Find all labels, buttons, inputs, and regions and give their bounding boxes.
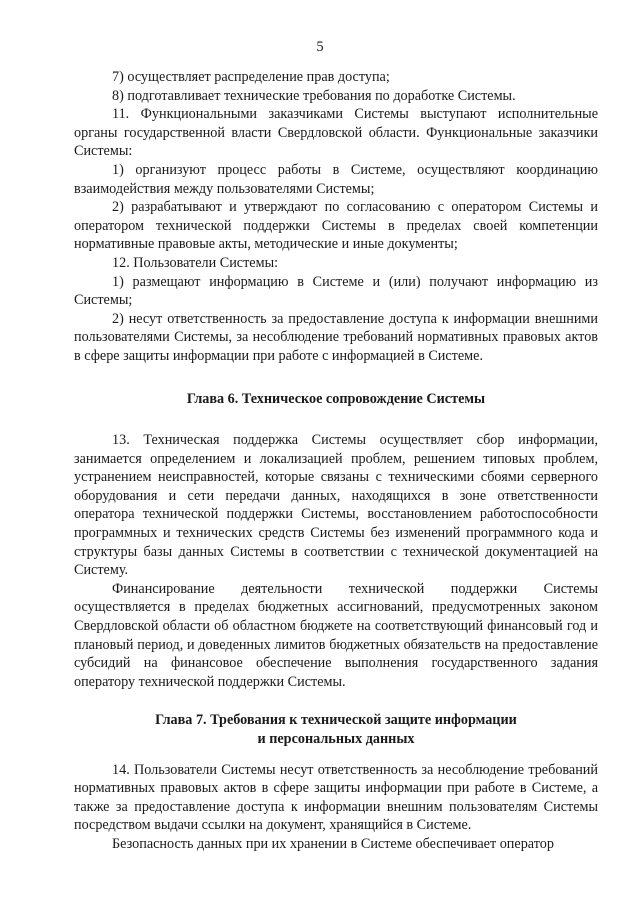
chapter-7-heading-line-1: Глава 7. Требования к технической защите информации (155, 712, 517, 729)
paragraph-clause-12-item-1: 1) размещают информацию в Системе и (или) получают информацию из Системы; (74, 273, 598, 309)
chapter-7-heading-line-2: и персональных данных (257, 731, 415, 747)
paragraph-clause-11-item-2: 2) разрабатывают и утверждают по согласованию с оператором Системы и оператором технической поддержки Системы в пределах своей компетенции нормативные правовые акты, методические и иные документы; (74, 199, 598, 253)
chapter-6-heading: Глава 6. Техническое сопровождение Системы (186, 390, 486, 407)
paragraph-clause-12-item-2: 2) несут ответственность за предоставление доступа к информации внешними пользователями Системы, за несоблюдение требований нормативных правовых актов в сфере защиты информации при работе с информацией в Системе. (74, 310, 598, 364)
paragraph-clause-12: 12. Пользователи Системы: (112, 254, 279, 271)
page-number: 5 (316, 39, 324, 55)
chapter-7-heading (74, 711, 598, 748)
paragraph-item-8: 8) подготавливает технические требования по доработке Системы. (112, 87, 516, 104)
paragraph-item-7: 7) осуществляет распределение прав доступа; (112, 69, 390, 85)
paragraph-clause-11-item-1: 1) организуют процесс работы в Системе, осуществляют координацию взаимодействия между пользователями Системы; (74, 161, 598, 197)
document-body (74, 68, 598, 854)
paragraph-clause-11: 11. Функциональными заказчиками Системы выступают исполнительные органы государственной власти Свердловской области. Функциональные заказчики Системы: (74, 106, 598, 160)
paragraph-financing: Финансирование деятельности технической поддержки Системы осуществляется в пределах бюджетных ассигнований, предусмотренных законом Свердловской области об областном бюджете на соответствующий финансовый год и плановый период, и доведенных лимитов бюджетных обязательств на предоставление субсидий на финансовое обеспечение выполнения государственного задания оператору технической поддержки Системы. (74, 580, 598, 690)
paragraph-clause-14: 14. Пользователи Системы несут ответственность за несоблюдение требований нормативных правовых актов в сфере защиты информации при работе в Системе, а также за предоставление доступа к информации внешним пользователям Системы посредством выдачи ссылки на документ, хранящийся в Системе. (74, 761, 598, 834)
paragraph-clause-13: 13. Техническая поддержка Системы осуществляет сбор информации, занимается определением и локализацией проблем, решением типовых проблем, устранением неисправностей, которые связаны с техническими сбоями серверного оборудования и сети передачи данных, находящихся в зоне ответственности оператора технической поддержки Системы, восстановлением работоспособности программных и технических средств Системы без изменений программного кода и структуры базы данных Системы в соответствии с технической документацией на Систему. (74, 432, 598, 579)
paragraph-data-security: Безопасность данных при их хранении в Системе обеспечивает оператор (112, 835, 554, 852)
